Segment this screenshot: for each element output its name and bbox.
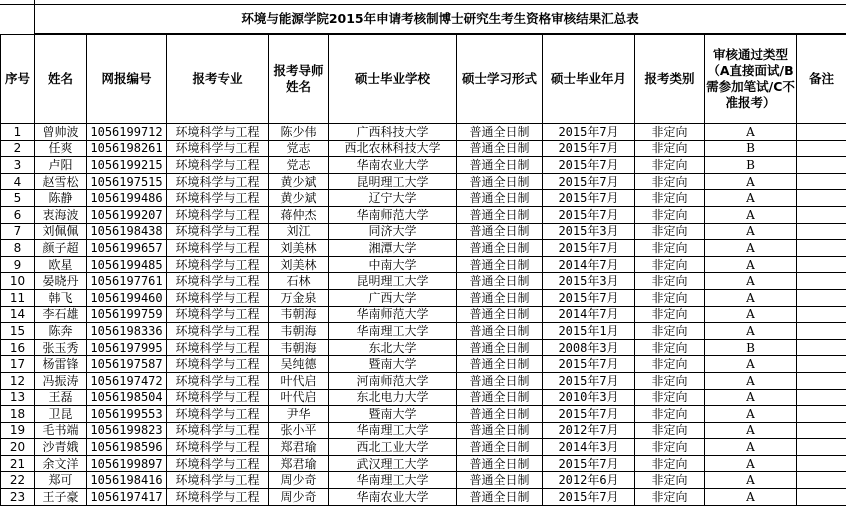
table-row [1,455,846,472]
cell-study-form[interactable]: 普通全日制 [457,339,543,356]
cell-major[interactable]: 环境科学与工程 [167,206,269,223]
cell-school[interactable]: 东北大学 [329,339,457,356]
cell-reg-no[interactable]: 1056199657 [87,240,167,257]
cell-category[interactable]: 非定向 [635,306,705,323]
cell-note[interactable] [797,223,846,240]
cell-note[interactable] [797,422,846,439]
cell-major[interactable]: 环境科学与工程 [167,339,269,356]
table-row [1,190,846,207]
cell-result[interactable]: A [705,323,797,340]
cell-name[interactable]: 郑可 [35,472,87,489]
cell-advisor[interactable]: 党志 [269,157,329,174]
cell-note[interactable] [797,439,846,456]
cell-advisor[interactable]: 石林 [269,273,329,290]
header-grad-date: 硕士毕业年月 [543,35,635,124]
cell-seq[interactable]: 10 [1,273,35,290]
cell-advisor[interactable]: 郑君瑜 [269,439,329,456]
sheet-title: 环境与能源学院2015年申请考核制博士研究生考生资格审核结果汇总表 [34,4,846,34]
cell-school[interactable]: 华南师范大学 [329,206,457,223]
cell-advisor[interactable]: 周少奇 [269,472,329,489]
cell-reg-no[interactable]: 1056197761 [87,273,167,290]
cell-result[interactable]: A [705,124,797,141]
header-advisor: 报考导师姓名 [269,35,329,124]
cell-category[interactable]: 非定向 [635,389,705,406]
cell-reg-no[interactable]: 1056199712 [87,124,167,141]
cell-school[interactable]: 中南大学 [329,256,457,273]
cell-note[interactable] [797,339,846,356]
cell-name[interactable]: 杨雷锋 [35,356,87,373]
cell-school[interactable]: 辽宁大学 [329,190,457,207]
table-row [1,124,846,141]
cell-school[interactable]: 华南农业大学 [329,157,457,174]
cell-category[interactable]: 非定向 [635,422,705,439]
cell-advisor[interactable]: 黄少斌 [269,190,329,207]
cell-name[interactable]: 毛书端 [35,422,87,439]
table-row [1,256,846,273]
cell-seq[interactable]: 3 [1,157,35,174]
cell-reg-no[interactable]: 1056198261 [87,140,167,157]
cell-advisor[interactable]: 吴纯德 [269,356,329,373]
cell-major[interactable]: 环境科学与工程 [167,356,269,373]
cell-note[interactable] [797,356,846,373]
cell-seq[interactable]: 11 [1,289,35,306]
cell-category[interactable]: 非定向 [635,124,705,141]
table-body [1,124,846,506]
cell-school[interactable]: 同济大学 [329,223,457,240]
cell-study-form[interactable]: 普通全日制 [457,406,543,423]
cell-name[interactable]: 曾帅波 [35,124,87,141]
cell-name[interactable]: 陈静 [35,190,87,207]
cell-result[interactable]: A [705,389,797,406]
cell-school[interactable]: 武汉理工大学 [329,455,457,472]
cell-school[interactable]: 东北电力大学 [329,389,457,406]
cell-category[interactable]: 非定向 [635,439,705,456]
cell-note[interactable] [797,273,846,290]
cell-reg-no[interactable]: 1056197515 [87,173,167,190]
cell-grad-date[interactable]: 2015年1月 [543,323,635,340]
cell-major[interactable]: 环境科学与工程 [167,190,269,207]
cell-grad-date[interactable]: 2015年7月 [543,124,635,141]
cell-reg-no[interactable]: 1056199486 [87,190,167,207]
cell-advisor[interactable]: 韦朝海 [269,306,329,323]
cell-note[interactable] [797,406,846,423]
cell-category[interactable]: 非定向 [635,256,705,273]
header-note: 备注 [797,35,846,124]
cell-result[interactable]: A [705,190,797,207]
cell-major[interactable]: 环境科学与工程 [167,223,269,240]
cell-study-form[interactable]: 普通全日制 [457,140,543,157]
cell-reg-no[interactable]: 1056198416 [87,472,167,489]
cell-grad-date[interactable]: 2015年3月 [543,273,635,290]
cell-seq[interactable]: 9 [1,256,35,273]
cell-result[interactable]: A [705,306,797,323]
cell-name[interactable]: 韩飞 [35,289,87,306]
results-table [0,34,846,506]
cell-category[interactable]: 非定向 [635,289,705,306]
cell-school[interactable]: 华南农业大学 [329,489,457,506]
cell-reg-no[interactable]: 1056199460 [87,289,167,306]
cell-major[interactable]: 环境科学与工程 [167,406,269,423]
cell-result[interactable]: A [705,289,797,306]
cell-category[interactable]: 非定向 [635,240,705,257]
cell-grad-date[interactable]: 2015年7月 [543,372,635,389]
cell-note[interactable] [797,372,846,389]
cell-advisor[interactable]: 党志 [269,140,329,157]
cell-note[interactable] [797,157,846,174]
cell-note[interactable] [797,190,846,207]
cell-major[interactable]: 环境科学与工程 [167,173,269,190]
table-row [1,223,846,240]
cell-grad-date[interactable]: 2010年3月 [543,389,635,406]
cell-advisor[interactable]: 蒋仲杰 [269,206,329,223]
cell-major[interactable]: 环境科学与工程 [167,256,269,273]
cell-study-form[interactable]: 普通全日制 [457,256,543,273]
cell-study-form[interactable]: 普通全日制 [457,372,543,389]
cell-grad-date[interactable]: 2015年7月 [543,173,635,190]
cell-major[interactable]: 环境科学与工程 [167,489,269,506]
cell-major[interactable]: 环境科学与工程 [167,389,269,406]
cell-advisor[interactable]: 刘美林 [269,240,329,257]
cell-seq[interactable]: 14 [1,306,35,323]
cell-category[interactable]: 非定向 [635,489,705,506]
cell-result[interactable]: A [705,422,797,439]
cell-reg-no[interactable]: 1056197587 [87,356,167,373]
cell-seq[interactable]: 15 [1,323,35,340]
cell-reg-no[interactable]: 1056199759 [87,306,167,323]
cell-reg-no[interactable]: 1056199207 [87,206,167,223]
table-row [1,157,846,174]
cell-seq[interactable]: 20 [1,439,35,456]
cell-seq[interactable]: 16 [1,339,35,356]
cell-school[interactable]: 广西科技大学 [329,124,457,141]
cell-school[interactable]: 西北农林科技大学 [329,140,457,157]
cell-seq[interactable]: 23 [1,489,35,506]
cell-name[interactable]: 赵雪松 [35,173,87,190]
cell-study-form[interactable]: 普通全日制 [457,356,543,373]
cell-major[interactable]: 环境科学与工程 [167,455,269,472]
header-study-form: 硕士学习形式 [457,35,543,124]
cell-seq[interactable]: 7 [1,223,35,240]
cell-seq[interactable]: 12 [1,372,35,389]
cell-name[interactable]: 衷海波 [35,206,87,223]
cell-school[interactable]: 华南理工大学 [329,472,457,489]
cell-seq[interactable]: 18 [1,406,35,423]
cell-major[interactable]: 环境科学与工程 [167,306,269,323]
cell-note[interactable] [797,306,846,323]
table-row [1,422,846,439]
cell-reg-no[interactable]: 1056199553 [87,406,167,423]
cell-name[interactable]: 卫昆 [35,406,87,423]
cell-seq[interactable]: 19 [1,422,35,439]
cell-major[interactable]: 环境科学与工程 [167,439,269,456]
table-row [1,389,846,406]
cell-note[interactable] [797,323,846,340]
cell-advisor[interactable]: 尹华 [269,406,329,423]
cell-school[interactable]: 河南师范大学 [329,372,457,389]
cell-name[interactable]: 王子豪 [35,489,87,506]
cell-advisor[interactable]: 叶代启 [269,389,329,406]
cell-grad-date[interactable]: 2008年3月 [543,339,635,356]
cell-major[interactable]: 环境科学与工程 [167,323,269,340]
cell-grad-date[interactable]: 2015年7月 [543,140,635,157]
cell-result[interactable]: A [705,372,797,389]
cell-name[interactable]: 冯振涛 [35,372,87,389]
cell-study-form[interactable]: 普通全日制 [457,455,543,472]
cell-seq[interactable]: 17 [1,356,35,373]
cell-seq[interactable]: 22 [1,472,35,489]
cell-name[interactable]: 张玉秀 [35,339,87,356]
cell-study-form[interactable]: 普通全日制 [457,157,543,174]
cell-major[interactable]: 环境科学与工程 [167,157,269,174]
cell-note[interactable] [797,472,846,489]
cell-study-form[interactable]: 普通全日制 [457,273,543,290]
cell-result[interactable]: A [705,240,797,257]
cell-advisor[interactable]: 黄少斌 [269,173,329,190]
cell-seq[interactable]: 5 [1,190,35,207]
cell-seq[interactable]: 6 [1,206,35,223]
table-row [1,273,846,290]
cell-reg-no[interactable]: 1056199823 [87,422,167,439]
cell-advisor[interactable]: 韦朝海 [269,339,329,356]
cell-note[interactable] [797,455,846,472]
cell-school[interactable]: 广西大学 [329,289,457,306]
cell-reg-no[interactable]: 1056198596 [87,439,167,456]
cell-result[interactable]: A [705,256,797,273]
cell-category[interactable]: 非定向 [635,356,705,373]
cell-name[interactable]: 刘佩佩 [35,223,87,240]
cell-category[interactable]: 非定向 [635,372,705,389]
table-row [1,289,846,306]
cell-school[interactable]: 华南理工大学 [329,323,457,340]
cell-category[interactable]: 非定向 [635,455,705,472]
cell-study-form[interactable]: 普通全日制 [457,289,543,306]
cell-grad-date[interactable]: 2014年3月 [543,439,635,456]
cell-study-form[interactable]: 普通全日制 [457,223,543,240]
cell-study-form[interactable]: 普通全日制 [457,389,543,406]
cell-grad-date[interactable]: 2015年7月 [543,455,635,472]
cell-grad-date[interactable]: 2015年3月 [543,223,635,240]
cell-school[interactable]: 暨南大学 [329,406,457,423]
cell-advisor[interactable]: 刘美林 [269,256,329,273]
cell-result[interactable]: A [705,356,797,373]
table-row [1,472,846,489]
cell-grad-date[interactable]: 2015年7月 [543,206,635,223]
cell-name[interactable]: 晏晓丹 [35,273,87,290]
header-name: 姓名 [35,35,87,124]
cell-name[interactable]: 沙青娥 [35,439,87,456]
cell-advisor[interactable]: 万金泉 [269,289,329,306]
cell-advisor[interactable]: 郑君瑜 [269,455,329,472]
cell-category[interactable]: 非定向 [635,173,705,190]
table-row [1,339,846,356]
table-row [1,140,846,157]
cell-category[interactable]: 非定向 [635,157,705,174]
cell-seq[interactable]: 21 [1,455,35,472]
cell-note[interactable] [797,289,846,306]
cell-advisor[interactable]: 周少奇 [269,489,329,506]
cell-grad-date[interactable]: 2012年6月 [543,472,635,489]
cell-major[interactable]: 环境科学与工程 [167,273,269,290]
cell-name[interactable]: 余文洋 [35,455,87,472]
cell-grad-date[interactable]: 2015年7月 [543,240,635,257]
cell-major[interactable]: 环境科学与工程 [167,289,269,306]
cell-result[interactable]: A [705,223,797,240]
cell-grad-date[interactable]: 2015年7月 [543,489,635,506]
table-row [1,206,846,223]
cell-advisor[interactable]: 刘江 [269,223,329,240]
header-school: 硕士毕业学校 [329,35,457,124]
cell-grad-date[interactable]: 2015年7月 [543,190,635,207]
cell-note[interactable] [797,173,846,190]
cell-result[interactable]: A [705,206,797,223]
cell-advisor[interactable]: 叶代启 [269,372,329,389]
header-row [1,35,846,124]
cell-seq[interactable]: 1 [1,124,35,141]
header-result: 审核通过类型（A直接面试/B需参加笔试/C不准报考） [705,35,797,124]
cell-major[interactable]: 环境科学与工程 [167,140,269,157]
cell-note[interactable] [797,240,846,257]
table-row [1,306,846,323]
cell-study-form[interactable]: 普通全日制 [457,206,543,223]
cell-name[interactable]: 任爽 [35,140,87,157]
cell-seq[interactable]: 13 [1,389,35,406]
cell-reg-no[interactable]: 1056198336 [87,323,167,340]
cell-grad-date[interactable]: 2012年7月 [543,422,635,439]
cell-reg-no[interactable]: 1056197472 [87,372,167,389]
cell-result[interactable]: A [705,489,797,506]
cell-major[interactable]: 环境科学与工程 [167,472,269,489]
cell-note[interactable] [797,140,846,157]
cell-school[interactable]: 西北工业大学 [329,439,457,456]
cell-grad-date[interactable]: 2015年7月 [543,289,635,306]
header-seq: 序号 [1,35,35,124]
cell-result[interactable]: A [705,455,797,472]
cell-result[interactable]: A [705,173,797,190]
table-row [1,356,846,373]
cell-grad-date[interactable]: 2015年7月 [543,406,635,423]
cell-study-form[interactable]: 普通全日制 [457,323,543,340]
cell-name[interactable]: 陈奔 [35,323,87,340]
cell-note[interactable] [797,124,846,141]
cell-study-form[interactable]: 普通全日制 [457,124,543,141]
header-major: 报考专业 [167,35,269,124]
cell-note[interactable] [797,256,846,273]
cell-result[interactable]: A [705,406,797,423]
cell-seq[interactable]: 4 [1,173,35,190]
cell-advisor[interactable]: 张小平 [269,422,329,439]
cell-reg-no[interactable]: 1056199215 [87,157,167,174]
cell-advisor[interactable]: 陈少伟 [269,124,329,141]
cell-school[interactable]: 昆明理工大学 [329,273,457,290]
cell-school[interactable]: 昆明理工大学 [329,173,457,190]
cell-category[interactable]: 非定向 [635,273,705,290]
cell-major[interactable]: 环境科学与工程 [167,372,269,389]
cell-result[interactable]: A [705,439,797,456]
cell-category[interactable]: 非定向 [635,323,705,340]
cell-advisor[interactable]: 韦朝海 [269,323,329,340]
table-row [1,323,846,340]
cell-reg-no[interactable]: 1056199897 [87,455,167,472]
cell-category[interactable]: 非定向 [635,190,705,207]
cell-major[interactable]: 环境科学与工程 [167,124,269,141]
cell-result[interactable]: A [705,472,797,489]
cell-study-form[interactable]: 普通全日制 [457,173,543,190]
cell-seq[interactable]: 8 [1,240,35,257]
table-row [1,372,846,389]
cell-category[interactable]: 非定向 [635,140,705,157]
cell-study-form[interactable]: 普通全日制 [457,240,543,257]
cell-name[interactable]: 颜子超 [35,240,87,257]
table-row [1,439,846,456]
cell-name[interactable]: 卢阳 [35,157,87,174]
cell-school[interactable]: 暨南大学 [329,356,457,373]
cell-reg-no[interactable]: 1056197995 [87,339,167,356]
cell-study-form[interactable]: 普通全日制 [457,489,543,506]
cell-school[interactable]: 湘潭大学 [329,240,457,257]
table-row [1,240,846,257]
table-row [1,406,846,423]
cell-study-form[interactable]: 普通全日制 [457,190,543,207]
cell-result[interactable]: B [705,339,797,356]
table-row [1,173,846,190]
cell-grad-date[interactable]: 2014年7月 [543,256,635,273]
cell-major[interactable]: 环境科学与工程 [167,422,269,439]
header-reg-no: 网报编号 [87,35,167,124]
cell-result[interactable]: A [705,273,797,290]
cell-study-form[interactable]: 普通全日制 [457,472,543,489]
cell-reg-no[interactable]: 1056198504 [87,389,167,406]
cell-reg-no[interactable]: 1056199485 [87,256,167,273]
cell-category[interactable]: 非定向 [635,223,705,240]
cell-seq[interactable]: 2 [1,140,35,157]
cell-result[interactable]: B [705,140,797,157]
cell-category[interactable]: 非定向 [635,472,705,489]
cell-grad-date[interactable]: 2015年7月 [543,356,635,373]
header-category: 报考类别 [635,35,705,124]
cell-name[interactable]: 李石雄 [35,306,87,323]
cell-category[interactable]: 非定向 [635,339,705,356]
cell-note[interactable] [797,489,846,506]
cell-study-form[interactable]: 普通全日制 [457,306,543,323]
cell-school[interactable]: 华南师范大学 [329,306,457,323]
cell-reg-no[interactable]: 1056197417 [87,489,167,506]
cell-name[interactable]: 王磊 [35,389,87,406]
cell-category[interactable]: 非定向 [635,406,705,423]
cell-note[interactable] [797,206,846,223]
cell-major[interactable]: 环境科学与工程 [167,240,269,257]
cell-school[interactable]: 华南理工大学 [329,422,457,439]
cell-note[interactable] [797,389,846,406]
cell-category[interactable]: 非定向 [635,206,705,223]
cell-reg-no[interactable]: 1056198438 [87,223,167,240]
cell-study-form[interactable]: 普通全日制 [457,422,543,439]
cell-grad-date[interactable]: 2015年7月 [543,157,635,174]
cell-name[interactable]: 欧星 [35,256,87,273]
cell-result[interactable]: B [705,157,797,174]
cell-study-form[interactable]: 普通全日制 [457,439,543,456]
table-row [1,489,846,506]
cell-grad-date[interactable]: 2014年7月 [543,306,635,323]
